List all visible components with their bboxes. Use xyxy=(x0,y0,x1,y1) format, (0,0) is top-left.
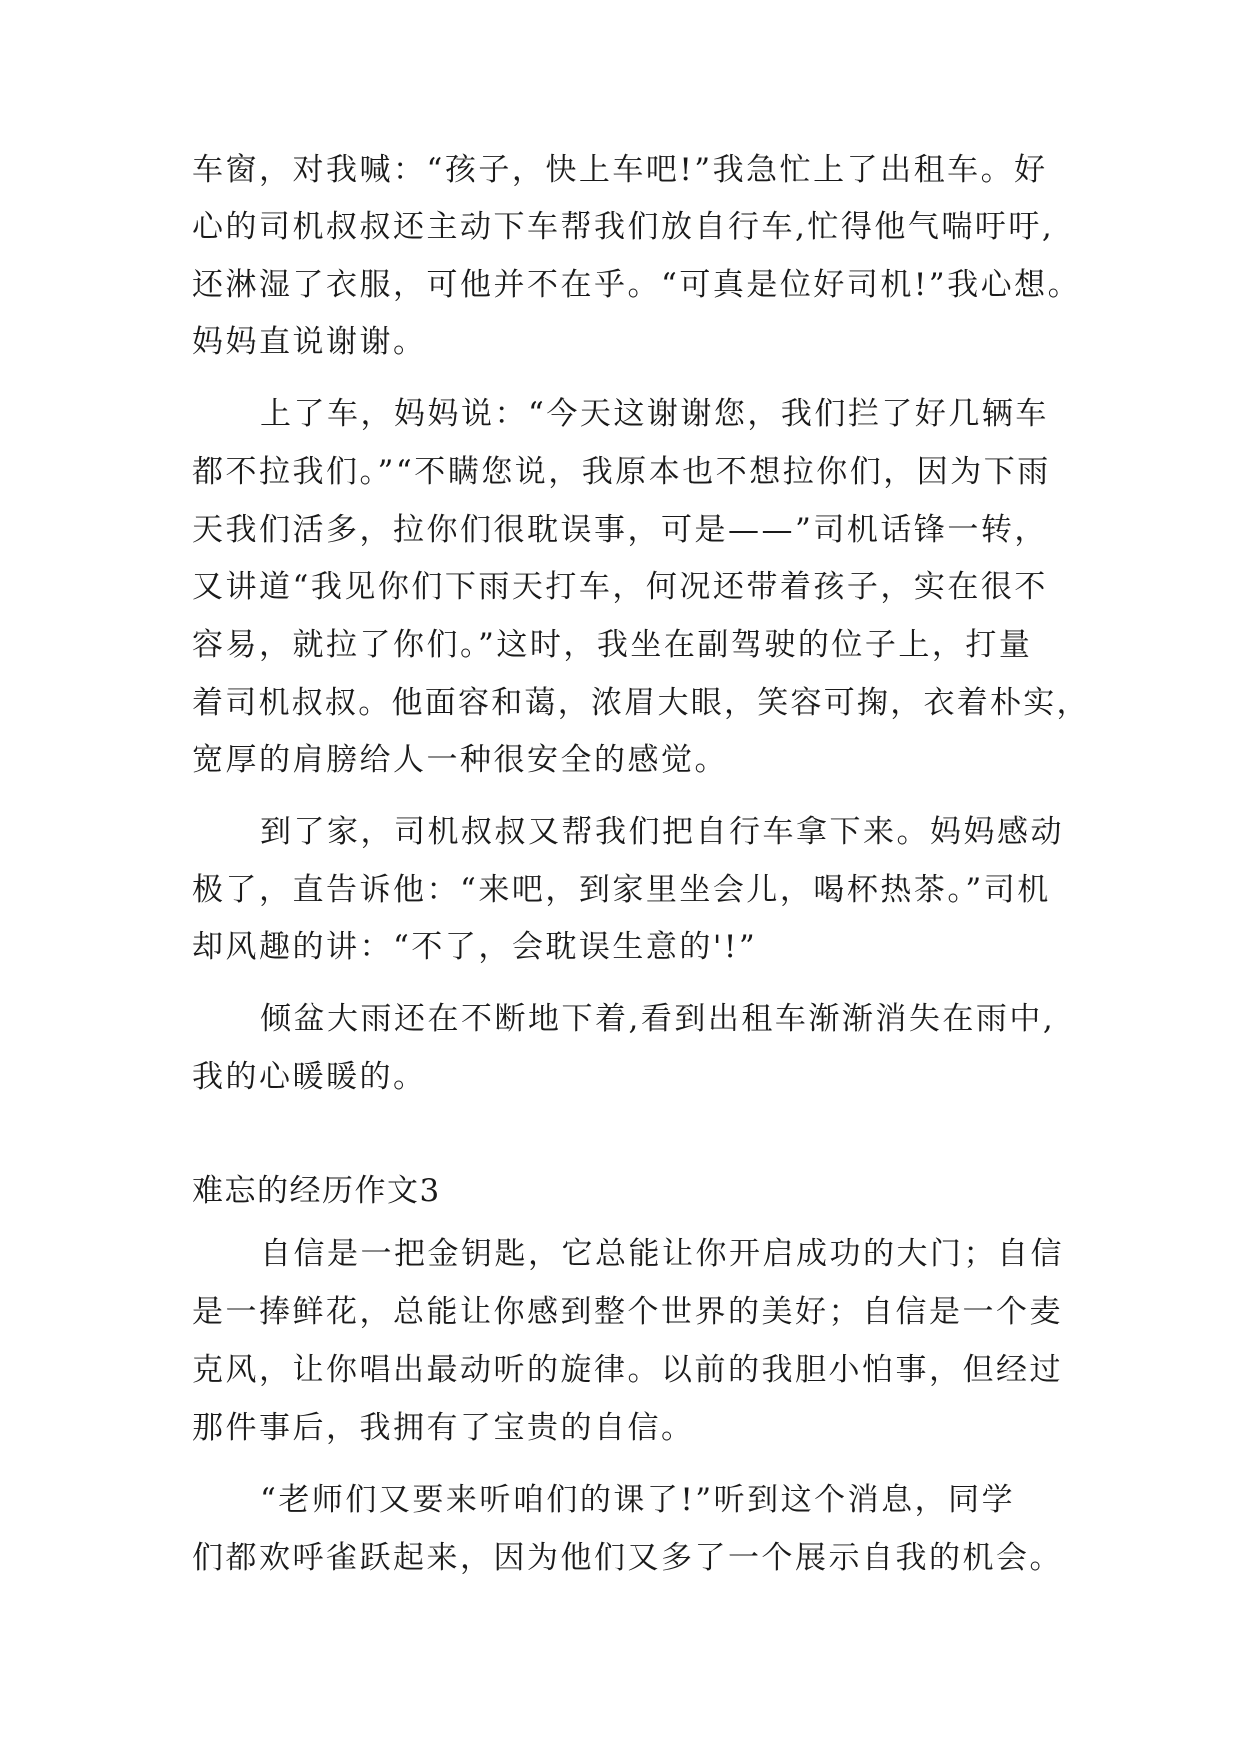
paragraph-line: 们都欢呼雀跃起来，因为他们又多了一个展示自我的机会。 xyxy=(192,1540,1063,1576)
paragraph-line: 还淋湿了衣服，可他并不在乎。“可真是位好司机!”我心想。 xyxy=(192,267,1082,303)
paragraph-line: 到了家，司机叔叔又帮我们把自行车拿下来。妈妈感动 xyxy=(260,814,1064,850)
paragraph-line: 那件事后，我拥有了宝贵的自信。 xyxy=(192,1410,695,1446)
paragraph-line: 我的心暖暖的。 xyxy=(192,1059,427,1095)
paragraph-line: 克风，让你唱出最动听的旋律。以前的我胆小怕事，但经过 xyxy=(192,1352,1063,1388)
paragraph-line: 着司机叔叔。他面容和蔼，浓眉大眼，笑容可掬，衣着朴实， xyxy=(192,685,1090,721)
section-title: 难忘的经历作文3 xyxy=(192,1173,441,1209)
paragraph-line: “老师们又要来听咱们的课了!”听到这个消息，同学 xyxy=(260,1482,1016,1518)
paragraph-line: 都不拉我们。”“不瞒您说，我原本也不想拉你们，因为下雨 xyxy=(192,454,1051,490)
paragraph-line: 天我们活多，拉你们很耽误事，可是——”司机话锋一转， xyxy=(192,512,1048,548)
paragraph-line: 心的司机叔叔还主动下车帮我们放自行车,忙得他气喘吁吁, xyxy=(192,209,1055,245)
paragraph-line: 倾盆大雨还在不断地下着,看到出租车渐渐消失在雨中, xyxy=(260,1001,1056,1037)
paragraph-line: 宽厚的肩膀给人一种很安全的感觉。 xyxy=(192,742,728,778)
paragraph-line: 车窗，对我喊：“孩子，快上车吧!”我急忙上了出租车。好 xyxy=(192,152,1048,188)
paragraph-line: 极了，直告诉他：“来吧，到家里坐会儿，喝杯热茶。”司机 xyxy=(192,872,1051,908)
paragraph-line: 上了车，妈妈说：“今天这谢谢您，我们拦了好几辆车 xyxy=(260,396,1049,432)
paragraph-line: 妈妈直说谢谢。 xyxy=(192,324,427,360)
paragraph-line: 容易，就拉了你们。”这时，我坐在副驾驶的位子上，打量 xyxy=(192,627,1033,663)
paragraph-line: 却风趣的讲：“不了，会耽误生意的'!” xyxy=(192,929,758,965)
paragraph-line: 又讲道“我见你们下雨天打车，何况还带着孩子，实在很不 xyxy=(192,569,1048,605)
paragraph-line: 是一捧鲜花，总能让你感到整个世界的美好；自信是一个麦 xyxy=(192,1294,1063,1330)
paragraph-line: 自信是一把金钥匙，它总能让你开启成功的大门；自信 xyxy=(260,1236,1064,1272)
